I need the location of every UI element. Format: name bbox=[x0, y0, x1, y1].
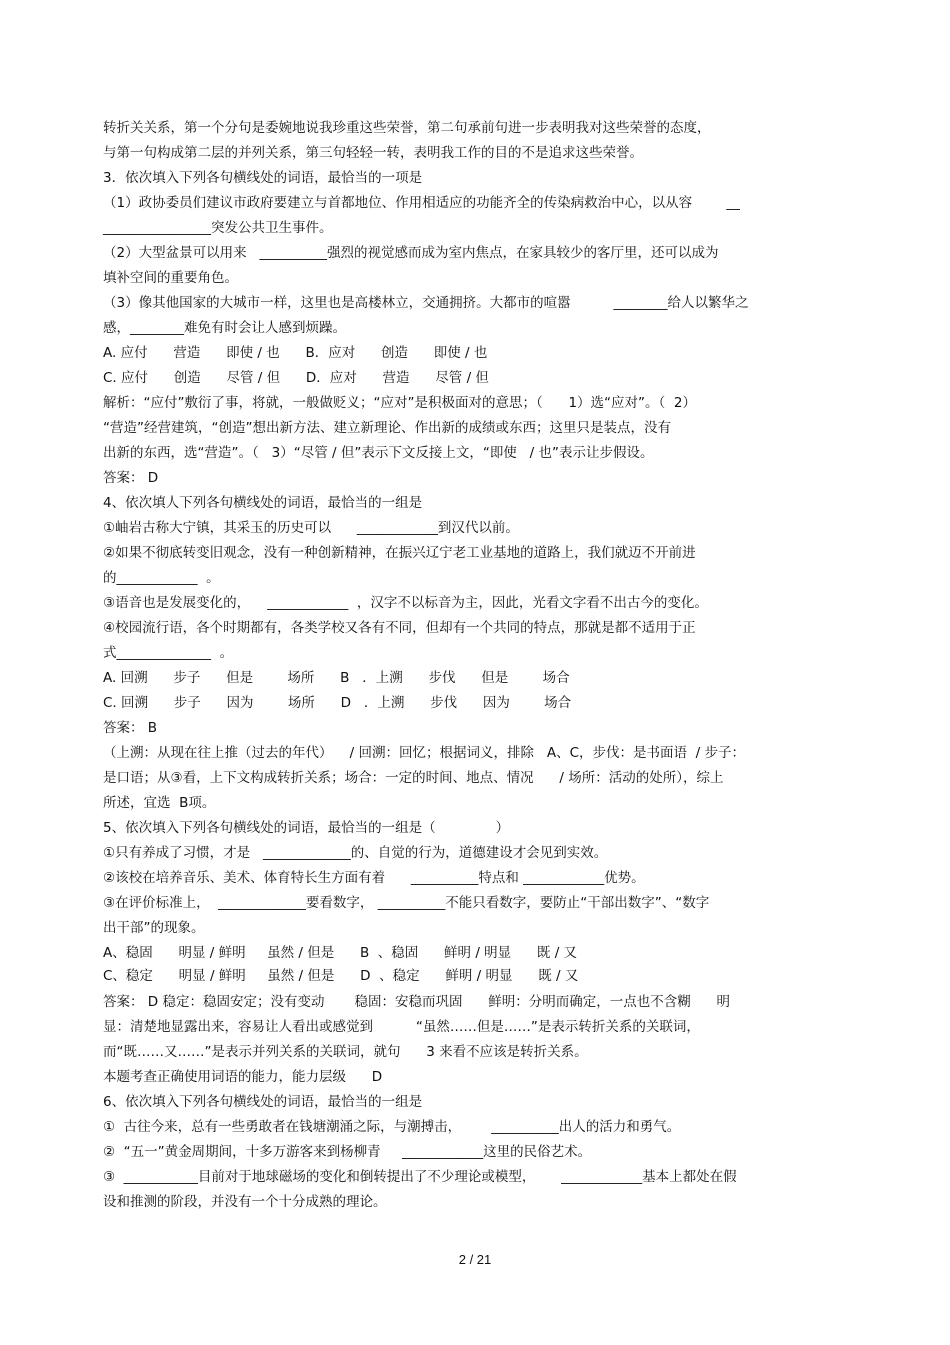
text-line: 转折关关系，第一个分句是委婉地说我珍重这些荣誉，第二句承前句进一步表明我对这些荣誉的态度， bbox=[103, 120, 711, 136]
text-line: ④校园流行语，各个时期都有，各类学校又各有不同，但却有一个共同的特点，那就是都不适用于正 bbox=[103, 620, 696, 636]
option-line: A、稳固 明显 / 鲜明 虽然 / 但是 B 、稳固 鲜明 / 明显 既 / 又 bbox=[103, 945, 578, 961]
text-line: ②如果不彻底转变旧观念，没有一种创新精神，在振兴辽宁老工业基地的道路上，我们就迈不开前进 bbox=[103, 545, 696, 561]
text-line: （1）政协委员们建议市政府要建立与首都地位、作用相适应的功能齐全的传染病救治中心，以从容 __ bbox=[103, 195, 740, 211]
option-line: C、稳定 明显 / 鲜明 虽然 / 但是 D 、稳定 鲜明 / 明显 既 / 又 bbox=[103, 968, 579, 984]
text-line: 感，________难免有时会让人感到烦躁。 bbox=[103, 320, 346, 336]
page-number: 2 / 21 bbox=[458, 1252, 492, 1267]
text-line: 与第一句构成第二层的并列关系，第三句轻轻一转，表明我工作的目的不是追求这些荣誉。 bbox=[103, 145, 643, 161]
answer-line: 答案： D 稳定：稳固安定；没有变动 稳固：安稳而巩固 鲜明：分明而确定，一点也不含糊 明 bbox=[103, 994, 731, 1010]
option-line: C. 回溯 步子 因为 场所 D ．上溯 步伐 因为 场合 bbox=[103, 695, 572, 711]
answer-line: 答案： B bbox=[103, 720, 158, 736]
text-line: ②该校在培养音乐、美术、体育特长生方面有着 __________特点和 ____________优势。 bbox=[103, 870, 645, 886]
text-line: 填补空间的重要角色。 bbox=[103, 270, 238, 286]
text-line: ③在评价标准上， _____________要看数字， __________不能只看数字，要防止“干部出数字”、“数字 bbox=[103, 895, 710, 911]
option-line: A. 回溯 步子 但是 场所 B ．上溯 步伐 但是 场合 bbox=[103, 670, 570, 686]
text-line: ③ ___________目前对于地球磁场的变化和倒转提出了不少理论或模型， ____________基本上都处在假 bbox=[103, 1169, 737, 1185]
question-heading: 4、依次填人下列各句横线处的词语，最恰当的一组是 bbox=[103, 495, 423, 511]
question-heading: 6、依次填入下列各句横线处的词语，最恰当的一组是 bbox=[103, 1094, 423, 1110]
text-line: “营造”经营建筑，“创造”想出新方法、建立新理论、作出新的成绩或东西；这里只是装点，没有 bbox=[103, 420, 671, 436]
text-line: 出新的东西，选“营造”。（ 3）“尽管 / 但”表示下文反接上文，“即使 / 也”表示让步假设。 bbox=[103, 445, 654, 461]
text-line: 是口语；从③看，上下文构成转折关系；场合：一定的时间、地点、情况 / 场所：活动的处所），综上 bbox=[103, 770, 724, 786]
text-line: 设和推测的阶段，并没有一个十分成熟的理论。 bbox=[103, 1194, 387, 1210]
text-line: ①只有养成了习惯，才是 _____________的、自觉的行为，道德建设才会见到实效。 bbox=[103, 845, 608, 861]
text-line: 本题考查正确使用词语的能力，能力层级 D bbox=[103, 1069, 383, 1085]
text-line: ③语音也是发展变化的， ____________ ，汉字不以标音为主，因此，光看文字看不出古今的变化。 bbox=[103, 595, 708, 611]
text-line: ①岫岩古称大宁镇，其采玉的历史可以 ____________到汉代以前。 bbox=[103, 520, 519, 536]
text-line: ① 古往今来，总有一些勇敢者在钱塘潮涌之际，与潮搏击， __________出人的活力和勇气。 bbox=[103, 1119, 681, 1135]
text-line: （上溯：从现在往上推（过去的年代） / 回溯：回忆；根据词义，排除 A、C，步伐：是书面语 / 步子： bbox=[103, 745, 745, 761]
question-heading: 3．依次填入下列各句横线处的词语，最恰当的一项是 bbox=[103, 170, 423, 186]
text-line: 所述，宜选 B项。 bbox=[103, 795, 216, 811]
option-line: A. 应付 营造 即使 / 也 B．应对 创造 即使 / 也 bbox=[103, 345, 488, 361]
text-line: 出干部”的现象。 bbox=[103, 920, 205, 936]
option-line: C. 应付 创造 尽管 / 但 D．应对 营造 尽管 / 但 bbox=[103, 370, 489, 386]
question-heading: 5、依次填入下列各句横线处的词语，最恰当的一组是（ ） bbox=[103, 820, 510, 836]
text-line: 显：清楚地显露出来，容易让人看出或感觉到 “虽然……但是……”是表示转折关系的关联词， bbox=[103, 1019, 700, 1035]
text-line: 而“既……又……”是表示并列关系的关联词，就句 3 来看不应该是转折关系。 bbox=[103, 1044, 588, 1060]
text-line: 的____________ 。 bbox=[103, 570, 220, 586]
text-line: 解析：“应付”敷衍了事，将就，一般做贬义；“应对”是积极面对的意思；（ 1）选“应对”。（ 2） bbox=[103, 395, 696, 411]
text-line: ________________突发公共卫生事件。 bbox=[103, 220, 333, 236]
text-line: （3）像其他国家的大城市一样，这里也是高楼林立，交通拥挤。大都市的喧嚣 ________给人以繁华之 bbox=[103, 295, 749, 311]
text-line: 式______________ 。 bbox=[103, 645, 234, 661]
answer-line: 答案： D bbox=[103, 470, 159, 486]
text-line: ② “五一”黄金周期间，十多万游客来到杨柳青 ____________这里的民俗艺术。 bbox=[103, 1144, 592, 1160]
text-line: （2）大型盆景可以用来 __________强烈的视觉感而成为室内焦点，在家具较少的客厅里，还可以成为 bbox=[103, 245, 719, 261]
